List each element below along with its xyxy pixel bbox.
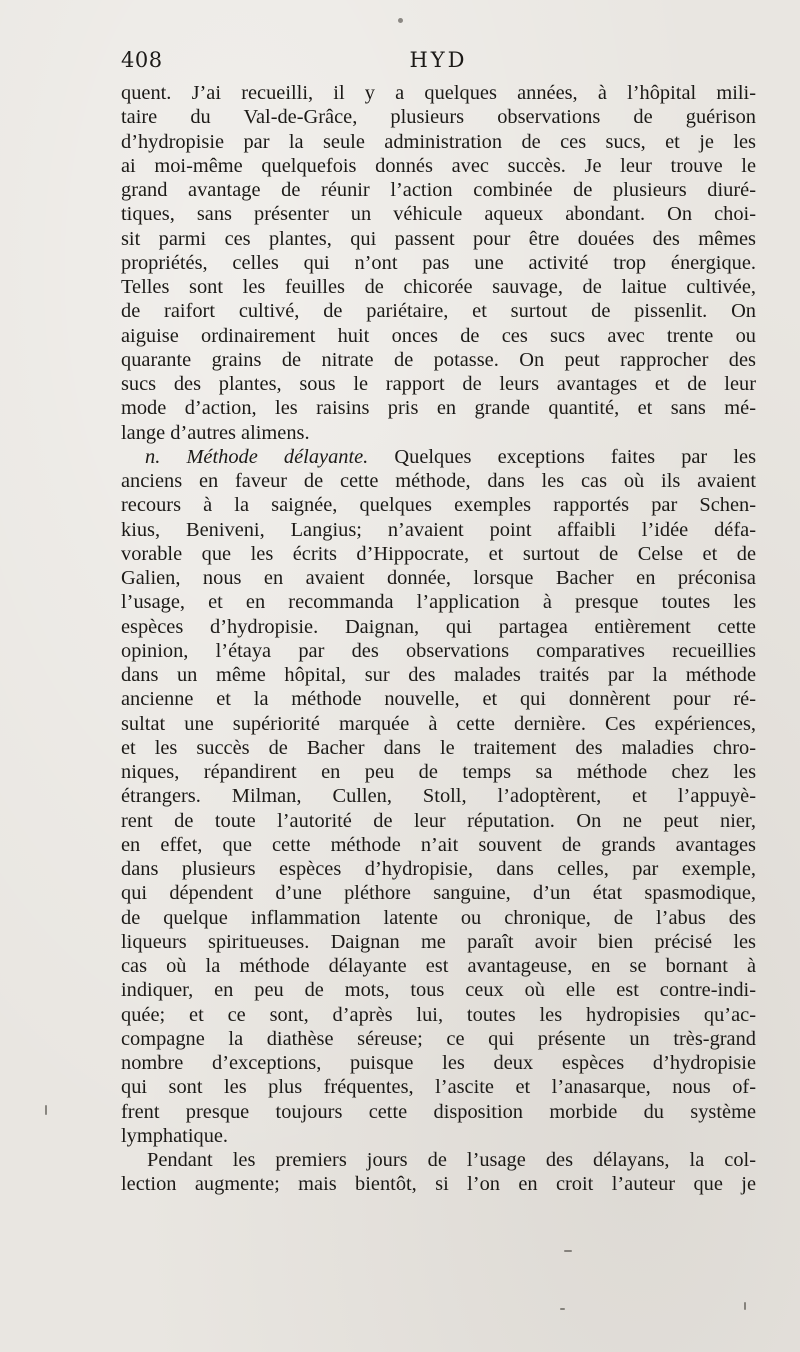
text-line: compagne la diathèse séreuse; ce qui présente un très-grand (121, 1027, 756, 1050)
section-heading-line (121, 445, 756, 469)
text-line: taire du Val-de-Grâce, plusieurs observations de guérison (121, 106, 756, 129)
text-line: quarante grains de nitrate de potasse. On peut rapprocher des (121, 348, 756, 371)
text-line: sit parmi ces plantes, qui passent pour être douées des mêmes (121, 227, 756, 250)
text-line: rent de toute l’autorité de leur réputation. On ne peut nier, (121, 809, 756, 832)
text-line: grand avantage de réunir l’action combinée de plusieurs diuré- (121, 179, 756, 201)
text-line: ancienne et la méthode nouvelle, et qui donnèrent pour ré- (121, 688, 756, 711)
text-line: étrangers. Milman, Cullen, Stoll, l’adoptèrent, et l’appuyè- (121, 785, 756, 808)
text-line: niques, répandirent en peu de temps sa méthode chez les (121, 761, 756, 783)
text-line: et les succès de Bacher dans le traitement des maladies chro- (121, 736, 756, 759)
text-line: quée; et ce sont, d’après lui, toutes les hydropisies qu’ac- (121, 1003, 756, 1026)
text-line: lymphatique. (121, 1124, 229, 1147)
text-line: dans un même hôpital, sur des malades traités par la méthode (121, 664, 756, 686)
text-line: aiguise ordinairement huit onces de ces sucs avec trente ou (121, 324, 756, 347)
text-line: anciens en faveur de cette méthode, dans les cas où ils avaient (121, 470, 756, 492)
text-line: qui dépendent d’une pléthore sanguine, d’un état spasmodique, (121, 882, 756, 905)
text-line: frent presque toujours cette disposition morbide du système (121, 1100, 756, 1123)
text-line: opinion, l’étaya par des observations comparatives recueillies (121, 639, 756, 662)
section-text: Quelques exceptions faites par les (368, 445, 757, 468)
text-line: sucs des plantes, sous le rapport de leurs avantages et de leur (121, 373, 756, 395)
text-line: quent. J’ai recueilli, il y a quelques années, à l’hôpital mili- (121, 82, 756, 104)
ink-speck (398, 18, 403, 23)
text-line: ai moi-même quelquefois donnés avec succès. Je leur trouve le (121, 154, 756, 177)
text-line: qui sont les plus fréquentes, l’ascite et l’anasarque, nous of- (121, 1076, 756, 1099)
text-line: sultat une supériorité marquée à cette dernière. Ces expériences, (121, 712, 756, 735)
text-line: cas où la méthode délayante est avantageuse, en se bornant à (121, 955, 756, 977)
page-number: 408 (121, 48, 163, 72)
text-line: vorable que les écrits d’Hippocrate, et surtout de Celse et de (121, 542, 756, 565)
text-line: tiques, sans présenter un véhicule aqueux abondant. On choi- (121, 203, 756, 226)
text-line: lange d’autres alimens. (121, 421, 310, 444)
text-line: en effet, que cette méthode n’ait souvent de grands avantages (121, 833, 756, 856)
ink-speck (45, 1105, 47, 1115)
text-line: indiquer, en peu de mots, tous ceux où elle est contre-indi- (121, 979, 756, 1002)
page-header (121, 48, 756, 80)
running-head: HYD (409, 48, 468, 72)
text-line: Galien, nous en avaient donnée, lorsque Bacher en préconisa (121, 567, 756, 589)
ink-speck (560, 1308, 565, 1310)
text-line: recours à la saignée, quelques exemples rapportés par Schen- (121, 494, 756, 517)
text-line: kius, Beniveni, Langius; n’avaient point affaibli l’idée défa- (121, 518, 756, 541)
text-line: dans plusieurs espèces d’hydropisie, dans celles, par exemple, (121, 858, 756, 880)
text-line: espèces d’hydropisie. Daignan, qui partagea entièrement cette (121, 615, 756, 638)
text-line: de quelque inflammation latente ou chronique, de l’abus des (121, 906, 756, 929)
ink-speck (564, 1250, 572, 1252)
text-line: d’hydropisie par la seule administration de ces sucs, et je les (121, 130, 756, 153)
ink-speck (744, 1302, 746, 1310)
text-line: lection augmente; mais bientôt, si l’on en croit l’auteur que je (121, 1173, 756, 1196)
text-line: mode d’action, les raisins pris en grande quantité, et sans mé- (121, 397, 756, 420)
body-text (121, 81, 756, 1197)
text-line: de raifort cultivé, de pariétaire, et surtout de pissenlit. On (121, 300, 756, 323)
section-marker: n. (145, 445, 187, 468)
text-line: liqueurs spiritueuses. Daignan me paraît avoir bien précisé les (121, 930, 756, 953)
text-line: nombre d’exceptions, puisque les deux espèces d’hydropisie (121, 1052, 756, 1074)
text-line: l’usage, et en recommanda l’application à presque toutes les (121, 591, 756, 614)
text-line: Telles sont les feuilles de chicorée sauvage, de laitue cultivée, (121, 276, 756, 298)
text-line: Pendant les premiers jours de l’usage des délayans, la col- (147, 1149, 756, 1171)
text-line: propriétés, celles qui n’ont pas une activité trop énergique. (121, 251, 756, 274)
section-title: Méthode délayante. (186, 445, 369, 468)
